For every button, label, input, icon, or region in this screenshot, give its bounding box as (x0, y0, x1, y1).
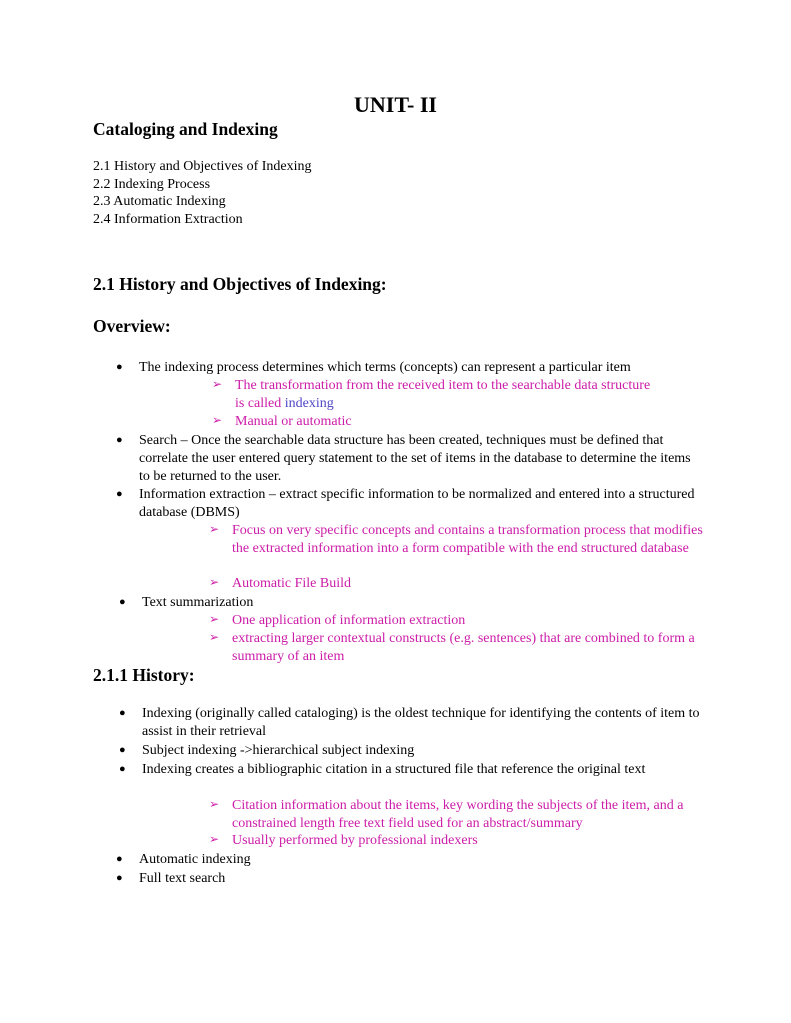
list-item: ● Search – Once the searchable data structure has been created, techniques must be defined that correlate the user entered query statement to the set of items in the database to determine the items to be returned to the user. (116, 433, 691, 484)
sub-list-item: ➢ Automatic File Build (209, 575, 351, 591)
sub-list-item: ➢ extracting larger contextual constructs (e.g. sentences) that are combined to form a summary of an item (209, 630, 695, 664)
bullet-dot-icon: ● (119, 744, 126, 756)
indexing-link[interactable]: indexing (284, 395, 334, 411)
list-item: ● Full text search (116, 871, 226, 886)
bullet-dot-icon: ● (116, 872, 123, 884)
bullet-dot-icon: ● (116, 361, 123, 373)
list-item: ● The indexing process determines which terms (concepts) can represent a particular item (116, 360, 631, 375)
bullet-dot-icon: ● (116, 488, 123, 500)
bullet-dot-icon: ● (119, 763, 126, 775)
chapter-heading: Cataloging and Indexing (93, 119, 278, 139)
sub-list-item: ➢ Manual or automatic (212, 413, 352, 429)
toc-item: 2.3 Automatic Indexing (93, 194, 226, 210)
toc-item: 2.2 Indexing Process (93, 176, 211, 192)
list-item: ● Automatic indexing (116, 852, 251, 867)
arrow-bullet-icon: ➢ (209, 522, 220, 536)
table-of-contents (93, 158, 312, 229)
list-item: ● Information extraction – extract specific information to be normalized and entered into a structured database (DBMS) (116, 487, 695, 520)
arrow-bullet-icon: ➢ (212, 377, 223, 391)
sub-list-item: ➢ Citation information about the items, key wording the subjects of the item, and a constrained length free text field used for an abstract/summary (209, 797, 684, 831)
bullet-dot-icon: ● (116, 853, 123, 865)
list-item: ● Indexing (originally called cataloging) is the oldest technique for identifying the contents of item to assist in their retrieval (119, 706, 700, 739)
bullet-dot-icon: ● (119, 596, 126, 608)
sub-list-item: ➢ One application of information extraction (209, 612, 466, 628)
arrow-bullet-icon: ➢ (209, 575, 220, 589)
toc-item: 2.4 Information Extraction (93, 212, 243, 228)
list-item: ● Subject indexing ->hierarchical subject indexing (119, 743, 415, 758)
arrow-bullet-icon: ➢ (212, 413, 223, 427)
bullet-dot-icon: ● (116, 434, 123, 446)
sub-list-item: ➢ Focus on very specific concepts and contains a transformation process that modifies the extracted information into a form compatible with the end structured database (209, 522, 703, 556)
arrow-bullet-icon: ➢ (209, 797, 220, 811)
sub-list-item: ➢ The transformation from the received item to the searchable data structure is called indexing (212, 377, 651, 411)
section-heading: 2.1 History and Objectives of Indexing: (93, 274, 387, 294)
arrow-bullet-icon: ➢ (209, 630, 220, 644)
list-item: ● Indexing creates a bibliographic citation in a structured file that reference the original text (119, 762, 646, 777)
overview-heading: Overview: (93, 316, 171, 336)
list-item: ● Text summarization (119, 595, 254, 610)
bullet-dot-icon: ● (119, 707, 126, 719)
arrow-bullet-icon: ➢ (209, 832, 220, 846)
unit-title: UNIT- II (354, 92, 437, 117)
sub-list-item: ➢ Usually performed by professional indexers (209, 832, 478, 848)
arrow-bullet-icon: ➢ (209, 612, 220, 626)
toc-item: 2.1 History and Objectives of Indexing (93, 159, 312, 174)
history-heading: 2.1.1 History: (93, 665, 195, 685)
